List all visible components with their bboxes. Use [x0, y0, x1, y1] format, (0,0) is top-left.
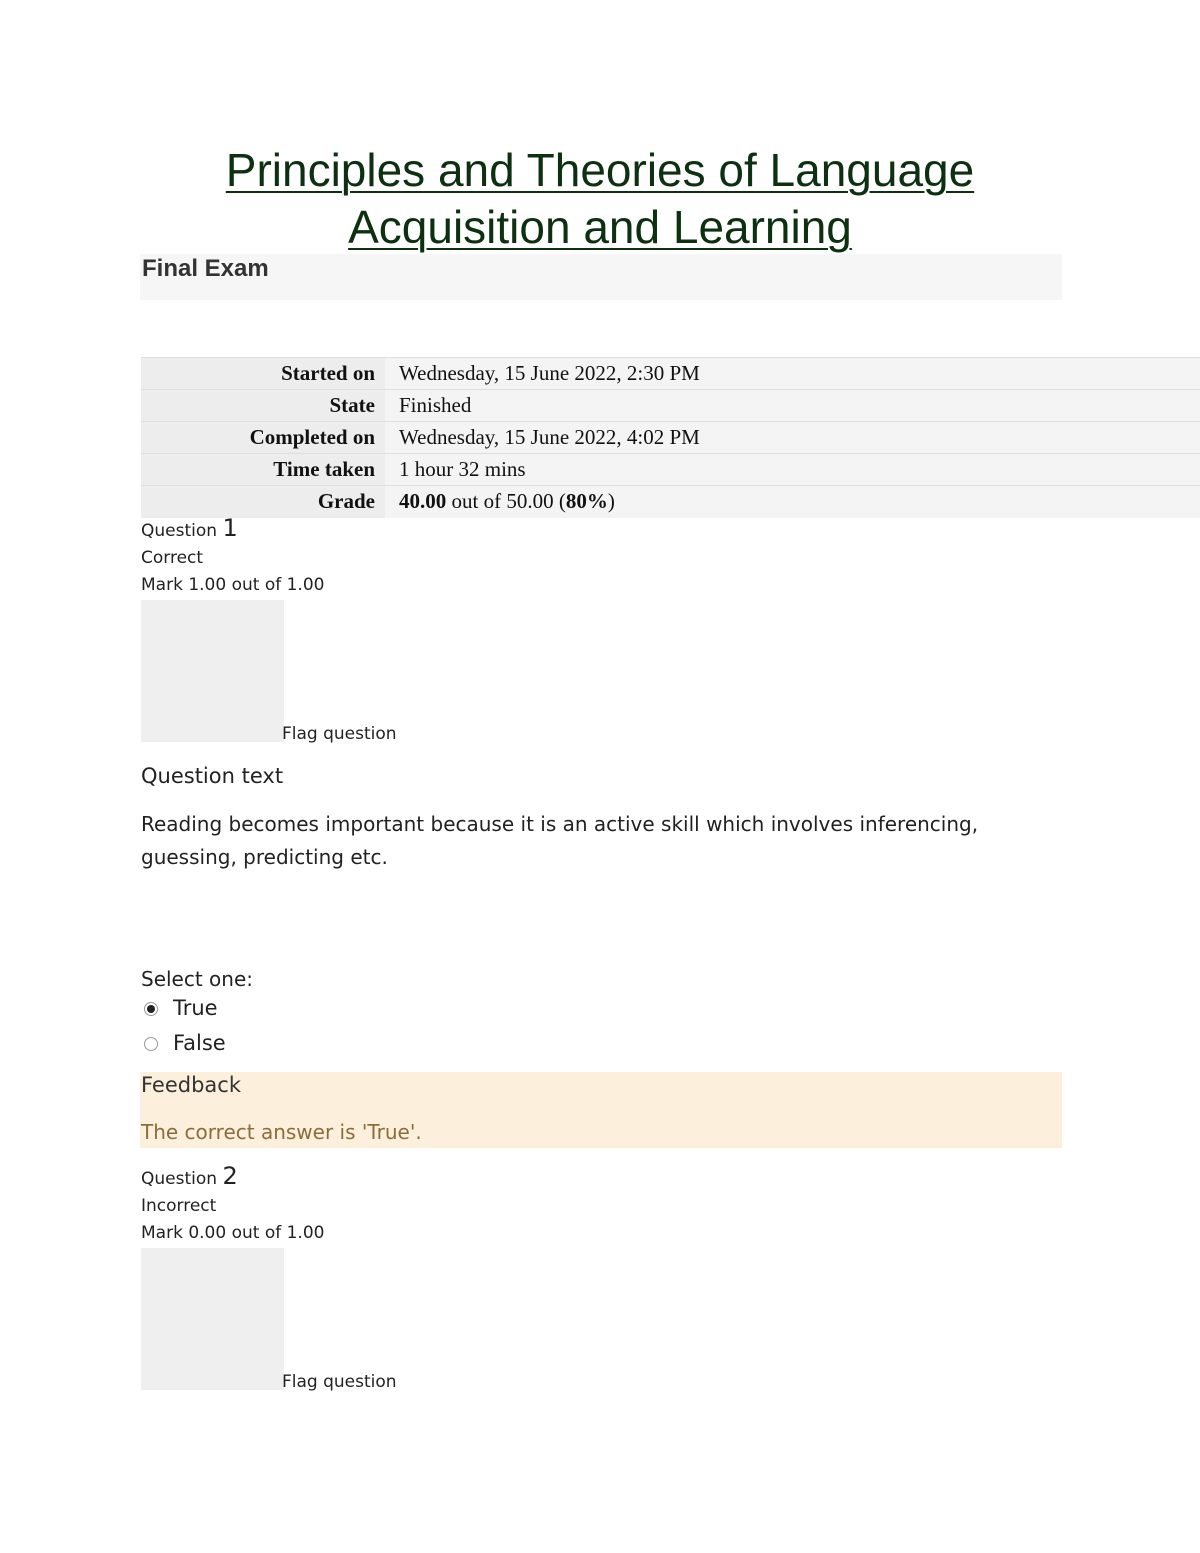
option-label: True [173, 996, 218, 1020]
summary-grade-value [385, 486, 1200, 518]
question-number: 2 [222, 1162, 238, 1190]
grade-score: 40.00 [399, 489, 447, 514]
page-title: Principles and Theories of Language Acquisition and Learning [225, 144, 975, 253]
summary-row-time-taken [141, 454, 1200, 486]
option-label: False [173, 1031, 226, 1055]
attempt-summary-table [141, 357, 1200, 518]
question-1-feedback [140, 1072, 1062, 1148]
question-label: Question [141, 1169, 218, 1189]
question-1-text-label: Question text [141, 764, 284, 788]
flag-icon[interactable] [141, 600, 284, 742]
summary-value: Wednesday, 15 June 2022, 4:02 PM [385, 422, 1200, 454]
quiz-name-band [140, 254, 1062, 300]
summary-value: 1 hour 32 mins [385, 454, 1200, 486]
feedback-label: Feedback [141, 1073, 242, 1097]
flag-icon[interactable] [141, 1248, 284, 1390]
summary-label: Started on [141, 358, 385, 390]
question-2-status: Incorrect [141, 1196, 217, 1216]
summary-value: Finished [385, 390, 1200, 422]
question-1-status: Correct [141, 548, 204, 568]
question-1-select-label: Select one: [141, 967, 254, 991]
summary-row-grade [141, 486, 1200, 518]
summary-label: Time taken [141, 454, 385, 486]
question-label: Question [141, 521, 218, 541]
radio-checked-icon[interactable] [144, 1002, 158, 1016]
summary-label: State [141, 390, 385, 422]
question-1-text: Reading becomes important because it is an active skill which involves inferencing, guessing, predicting etc. [141, 812, 979, 869]
question-2-heading [141, 1163, 324, 1193]
summary-label: Grade [141, 486, 385, 518]
radio-unchecked-icon[interactable] [144, 1037, 158, 1051]
summary-row-state [141, 390, 1200, 422]
question-1-heading [141, 515, 324, 545]
grade-close: ) [607, 489, 615, 514]
question-1-mark: Mark 1.00 out of 1.00 [141, 575, 325, 595]
summary-value: Wednesday, 15 June 2022, 2:30 PM [385, 358, 1200, 390]
feedback-text: The correct answer is 'True'. [141, 1120, 422, 1144]
question-1-flag-link[interactable]: Flag question [282, 724, 397, 744]
grade-out-of: out of 50.00 ( [446, 489, 566, 514]
question-number: 1 [222, 514, 238, 542]
question-2-info [141, 1163, 324, 1247]
summary-row-completed [141, 422, 1200, 454]
question-1-info [141, 515, 324, 599]
question-2-flag-link[interactable]: Flag question [282, 1372, 397, 1392]
grade-percent: 80% [565, 489, 608, 514]
question-2-mark: Mark 0.00 out of 1.00 [141, 1223, 325, 1243]
summary-label: Completed on [141, 422, 385, 454]
summary-row-started [141, 358, 1200, 390]
quiz-name: Final Exam [142, 255, 269, 282]
